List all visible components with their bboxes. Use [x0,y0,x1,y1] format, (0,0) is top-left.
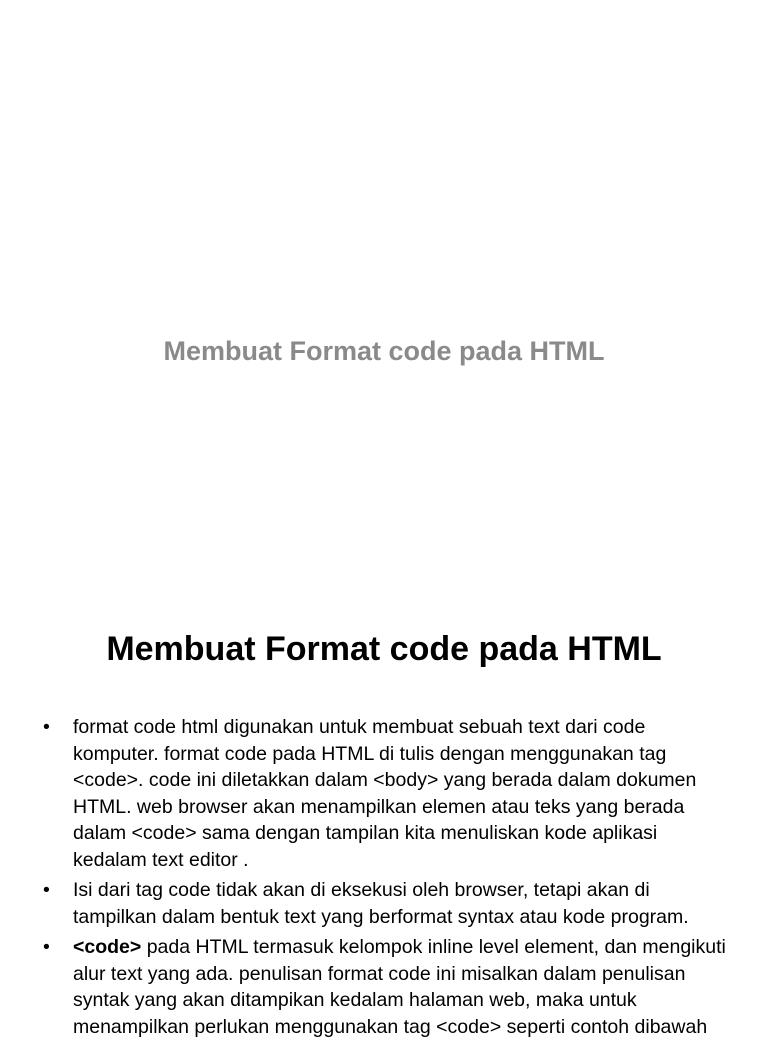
bullet-item [38,714,728,873]
bullet-text: Isi dari tag code tidak akan di eksekusi oleh browser, tetapi akan di tampilkan dalam bentuk text yang berformat syntax atau kode program. [73,879,689,928]
bullet-text: pada HTML termasuk kelompok inline level element, dan mengikuti alur text yang ada. penulisan format code ini misalkan dalam penulisan syntak yang akan ditampikan kedalam halaman web, maka untuk menampilkan perlukan menggunakan tag <code> seperti contoh dibawah [73,936,726,1038]
bullet-item [38,877,728,930]
bullet-dot-icon: • [43,936,50,958]
bullet-list [38,714,728,1044]
slide-title: Membuat Format code pada HTML [163,336,605,366]
slide-heading: Membuat Format code pada HTML [106,630,662,668]
bullet-item [38,934,728,1040]
content-slide [0,576,768,1038]
bullet-dot-icon: • [43,716,50,738]
bullet-bold-code: <code> [73,936,142,958]
bullet-dot-icon: • [43,879,50,901]
bullet-text: format code html digunakan untuk membuat sebuah text dari code komputer. format code pada HTML di tulis dengan menggunakan tag <code>. code ini diletakkan dalam <body> yang berada dalam dokumen HTML. web browser akan menampilkan elemen atau teks yang berada dalam <code> sama dengan tampilan kita menuliskan kode aplikasi kedalam text editor . [73,716,697,871]
